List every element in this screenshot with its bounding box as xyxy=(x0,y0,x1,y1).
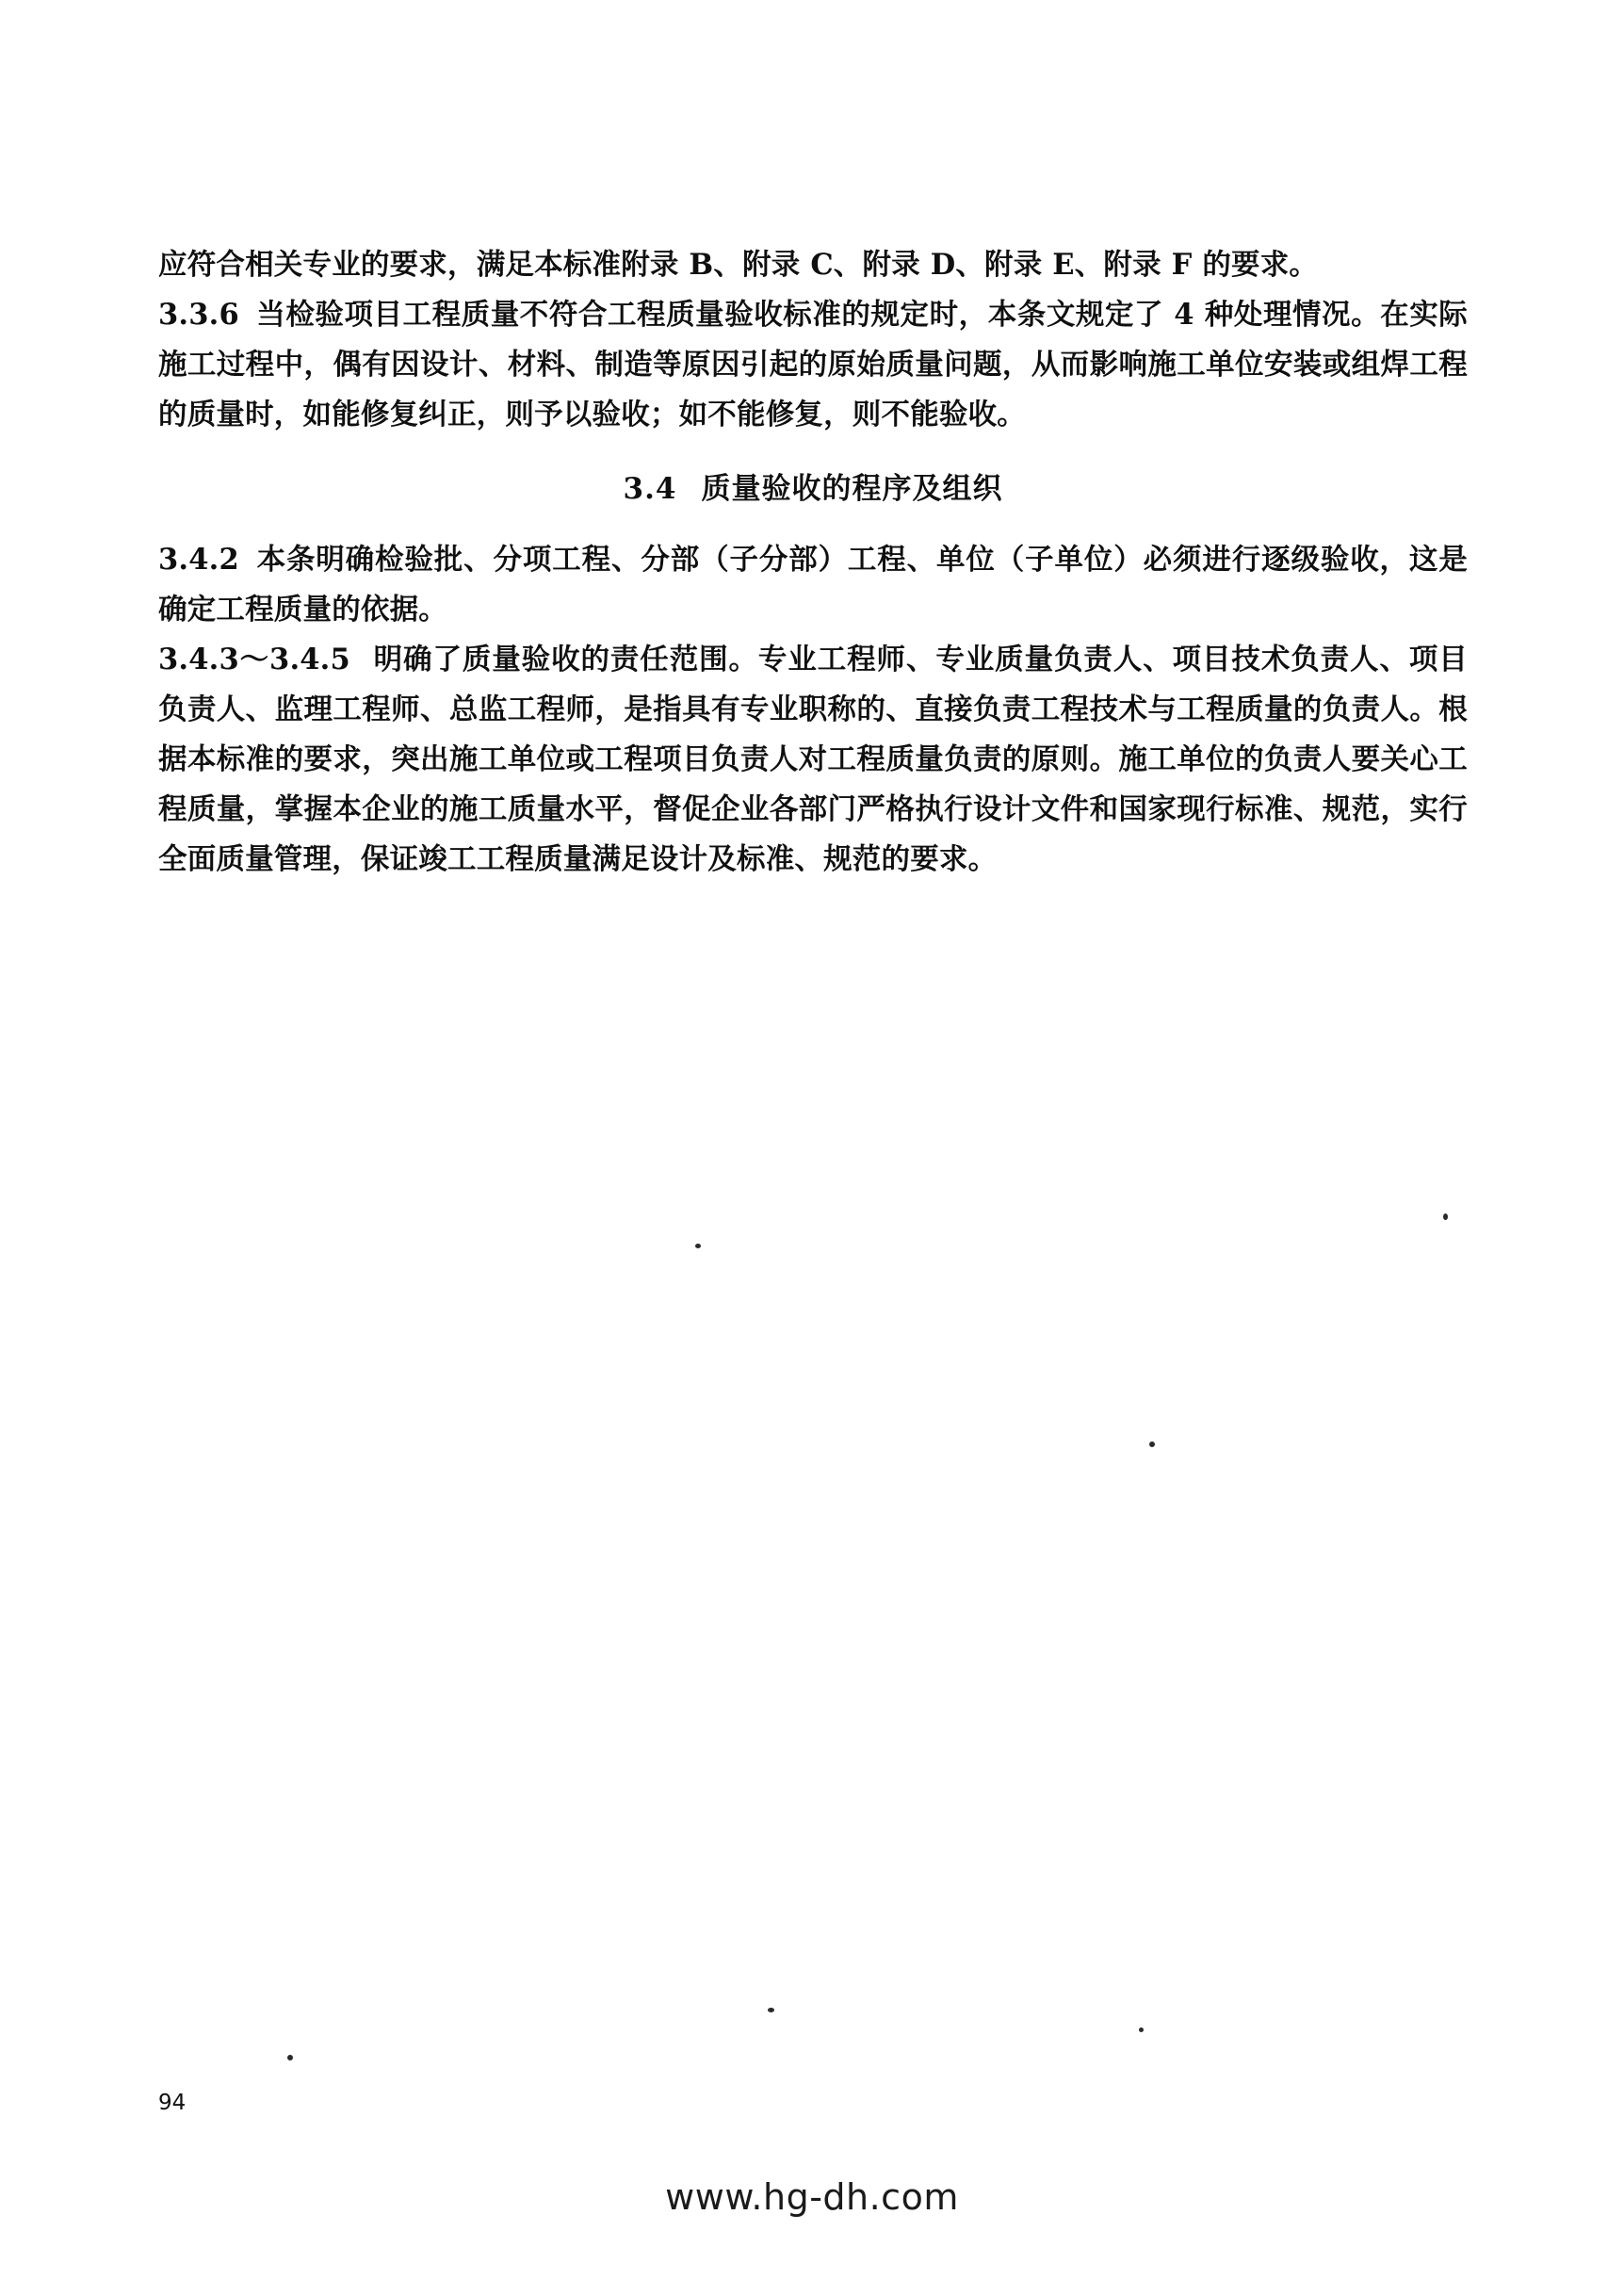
scan-speck xyxy=(1139,2027,1144,2032)
paragraph-block-3-3-6 xyxy=(158,290,1468,440)
section-number: 3.4 xyxy=(623,472,677,506)
scan-speck xyxy=(287,2055,293,2060)
clause-number-3-4-2: 3.4.2 xyxy=(158,543,239,577)
paragraph-block-3-4-2 xyxy=(158,535,1468,635)
clause-text-3-3-6: 当检验项目工程质量不符合工程质量验收标准的规定时，本条文规定了 4 种处理情况。在实际施工过程中，偶有因设计、材料、制造等原因引起的原始质量问题，从而影响施工单位安装或组焊工程的质量时，如能修复纠正，则予以验收；如不能修复，则不能验收。 xyxy=(158,298,1468,432)
clause-text-3-4-3: 明确了质量验收的责任范围。专业工程师、专业质量负责人、项目技术负责人、项目负责人、监理工程师、总监工程师，是指具有专业职称的、直接负责工程技术与工程质量的负责人。根据本标准的要求，突出施工单位或工程项目负责人对工程质量负责的原则。施工单位的负责人要关心工程质量，掌握本企业的施工质量水平，督促企业各部门严格执行设计文件和国家现行标准、规范，实行全面质量管理，保证竣工工程质量满足设计及标准、规范的要求。 xyxy=(158,643,1468,876)
page-number: 94 xyxy=(158,2091,187,2115)
section-title-text: 质量验收的程序及组织 xyxy=(701,472,1003,506)
clause-number-3-4-3: 3.4.3～3.4.5 xyxy=(158,643,350,676)
scan-speck xyxy=(695,1244,701,1248)
scan-speck xyxy=(768,2008,774,2012)
paragraph-3-3-6 xyxy=(158,290,1468,440)
scan-speck xyxy=(1443,1213,1448,1220)
paragraph-block-intro xyxy=(158,240,1468,290)
page-body xyxy=(158,240,1468,885)
watermark-url: www.hg-dh.com xyxy=(665,2176,959,2218)
clause-text-3-4-2: 本条明确检验批、分项工程、分部（子分部）工程、单位（子单位）必须进行逐级验收，这是确定工程质量的依据。 xyxy=(158,543,1468,627)
paragraph-3-4-3 xyxy=(158,635,1468,885)
paragraph-intro: 应符合相关专业的要求，满足本标准附录 B、附录 C、附录 D、附录 E、附录 F 的要求。 xyxy=(158,248,1319,282)
paragraph-3-4-2 xyxy=(158,535,1468,635)
section-heading-3-4 xyxy=(158,464,1468,514)
scan-speck xyxy=(1149,1441,1155,1447)
clause-number-3-3-6: 3.3.6 xyxy=(158,298,239,332)
paragraph-block-3-4-3 xyxy=(158,635,1468,885)
